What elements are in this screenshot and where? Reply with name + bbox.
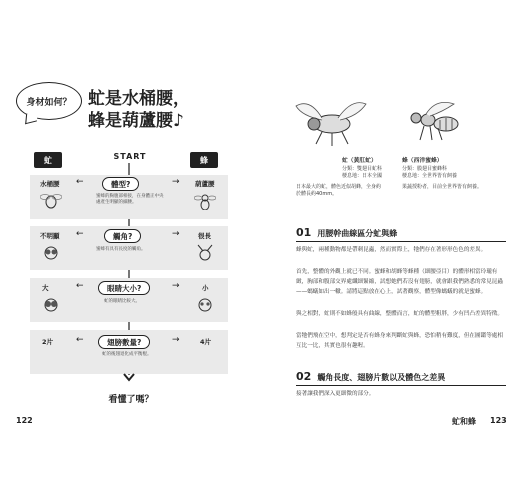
specimen2-info1: 分類：膜翅目蜜蜂科 [402,166,448,172]
specimen2-info2: 棲息地：全世界皆有飼養 [402,173,458,179]
page-number-left: 122 [16,416,33,425]
specimen1-name: 虻（黃肛虻） [342,158,377,164]
section1-heading [296,226,397,239]
section1-rule [296,241,506,242]
paragraph-1: 蜂與虻，兩種動物都是帶刺昆蟲，然而實際上，牠們存在著形形色色的差異。 [296,247,487,253]
row4-right: 4片 [200,338,212,346]
specimen2-name: 蜂（西洋蜜蜂） [402,158,443,164]
fly-head-icon [40,244,62,262]
row1-left: 水桶腰 [40,180,60,188]
arrow-left-icon: ← [76,335,84,345]
section2-title: 觸角長度、翅膀片數以及體色之差異 [317,373,446,382]
tag-bee: 蜂 [190,152,218,168]
arrow-right-icon: → [172,335,180,345]
question-box-2: 觸角? [104,229,141,243]
arrow-left-icon: ← [76,281,84,291]
arrow-right-icon: → [172,177,180,187]
row2-note: 蜜蜂有具有長度的觸角。 [96,247,146,252]
bee-illustration [398,98,468,146]
title-line-1: 虻是水桶腰， [88,89,190,109]
bee-head-icon [194,244,216,262]
bee-icon [194,192,216,210]
section2-number: 02 [296,370,312,383]
title-line-2: 蜂是葫蘆腰♪ [88,111,184,131]
arrow-down-icon [121,370,137,386]
specimen2-desc: 果蔬授粉者，目前全世界皆有飼養。 [402,184,483,190]
paragraph-5: 接著讓我們深入更細微的部分。 [296,391,375,397]
question-box-4: 翅膀數量? [98,335,150,349]
section1-number: 01 [296,226,312,239]
fly-eye-icon [40,296,62,314]
bubble-tail [25,111,38,124]
row4-left: 2片 [42,338,54,346]
arrow-left-icon: ← [76,177,84,187]
specimen1-info2: 棲息地：日本全國 [342,173,383,179]
row3-note: 虻的眼睛比較大。 [104,299,140,304]
start-label: START [113,152,147,161]
row1-right: 葫蘆腰 [195,180,215,188]
page-number-right: 123 [490,416,507,425]
section2-rule [296,385,506,386]
section1-title: 用腰幹曲線區分虻與蜂 [317,229,398,238]
row1-note: 蜜蜂的胸腹部相接，在身體正中央處產生明顯的細腰。 [96,194,164,205]
arrow-right-icon: → [172,229,180,239]
specimen1-desc: 日本最大的虻，體色近似胡蜂，全身約於體長約40mm。 [296,184,382,197]
arrow-right-icon: → [172,281,180,291]
footer-label: 虻和蜂 [452,417,476,426]
fly-illustration [292,96,372,148]
arrow-left-icon: ← [76,229,84,239]
row3-left: 大 [42,284,49,292]
paragraph-2: 首先，整體的外觀上就已不同。蜜蜂和胡蜂等蜂種（細腰亞目）的體形相當玲瓏有緻，胸部和腹部交界處纖細緊縮，試想她們若沒有翅膀，就會跟我們熟悉的常見昆蟲——螞蟻如出一轍。請將這點放在心上，試著觀察，體型像螞蟻的就是蜜蜂。 [296,269,503,295]
fly-icon [40,192,62,210]
row2-right: 很長 [198,232,211,240]
row4-note: 虻的後翅退化成平衡棍。 [102,352,152,357]
question-box-1: 體型? [102,177,139,191]
page-title [88,88,190,132]
end-label: 看懂了嗎？ [108,395,154,405]
paragraph-4: 當牠們飛在空中，想判定是否有蜂身來判斷虻與蜂，恐怕稍有難度，但在圖鑑等處相互比一比，其實也很有趣喔。 [296,333,503,349]
paragraph-3: 與之相對，虻則不如蜂般具有曲線，整體而言，虻的體型粗胖，少有凹凸差異特徵。 [296,311,503,317]
specimen1-info1: 分類：雙翅目虻科 [342,166,383,172]
row2-left: 不明顯 [40,232,60,240]
row3-right: 小 [202,284,209,292]
tag-fly: 虻 [34,152,62,168]
bee-eye-icon [194,296,216,314]
bubble-text: 身材如何？ [26,97,72,108]
question-box-3: 眼睛大小? [98,281,150,295]
section2-heading [296,370,445,383]
